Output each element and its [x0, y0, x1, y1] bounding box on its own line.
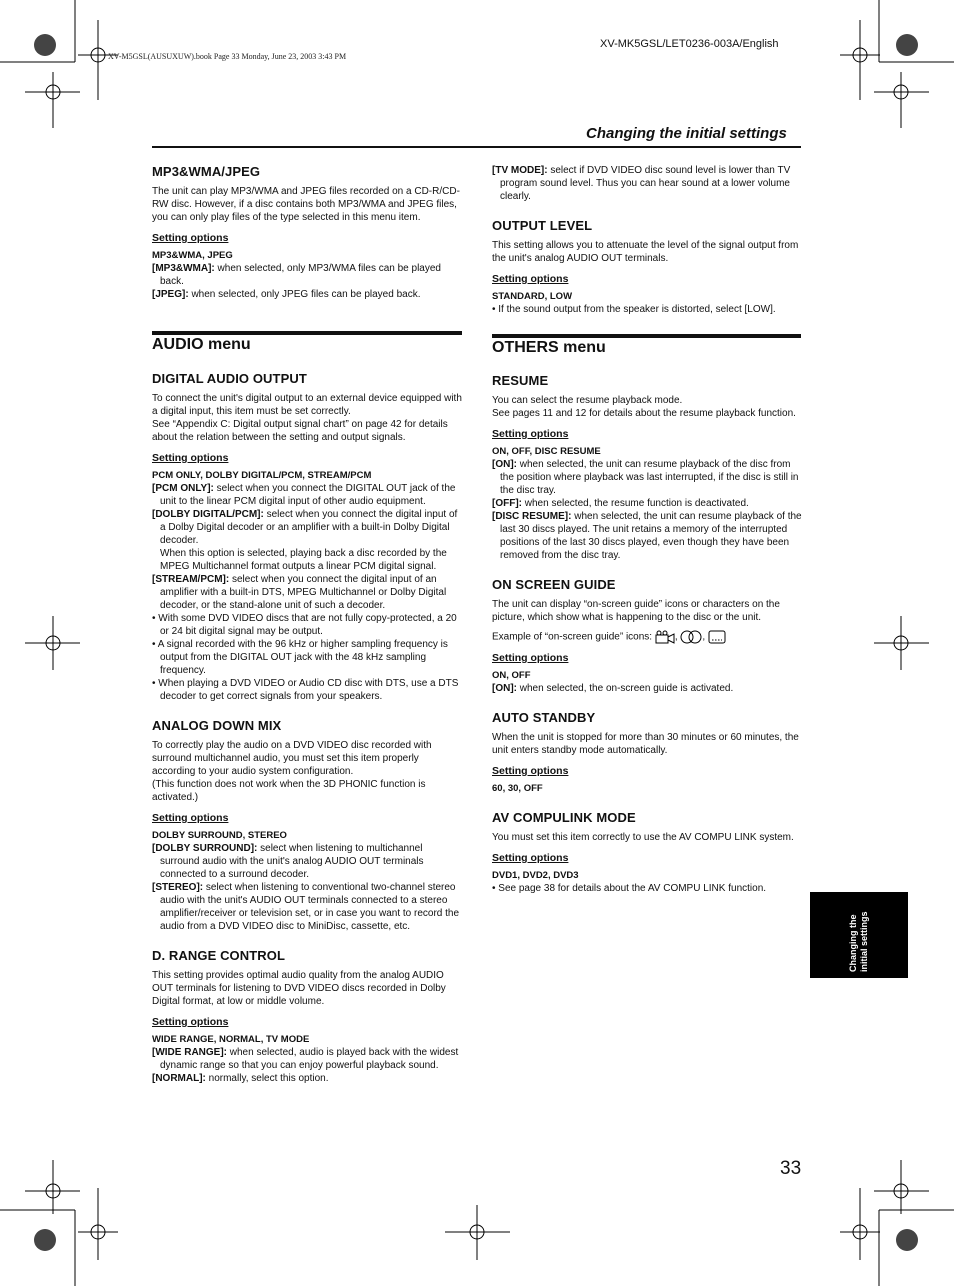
bullet-item: • When playing a DVD VIDEO or Audio CD disc with DTS, use a DTS decoder to get correct signals from your speakers.: [152, 678, 459, 702]
right-column: [492, 164, 802, 316]
bullet-item: • If the sound output from the speaker is distorted, select [LOW].: [492, 304, 776, 315]
option-item: [DISC RESUME]: when selected, the unit can resume playback of the last 30 discs played. The unit retains a memory of the interrupted positions of the last 30 discs played, even though they have been removed from the disc tray.: [492, 511, 802, 561]
mp3-setting-options: Setting options: [152, 232, 229, 244]
page-number: 33: [780, 1158, 802, 1179]
audio-menu-rule: [152, 331, 462, 335]
others-menu-title: OTHERS menu: [492, 339, 606, 356]
bullet-item: • See page 38 for details about the AV COMPU LINK function.: [492, 883, 767, 894]
resume-heading: RESUME: [492, 373, 549, 388]
downmix-body-2: (This function does not work when the 3D PHONIC function is activated.): [152, 779, 426, 803]
osg-example: Example of “on-screen guide” icons: , ,: [492, 630, 802, 644]
output-level-options: STANDARD, LOW: [492, 291, 573, 302]
option-item-note: When this option is selected, playing back a disc recorded by the MPEG Multichannel format outputs a linear PCM digital signal.: [160, 548, 447, 572]
drange-options: WIDE RANGE, NORMAL, TV MODE: [152, 1034, 310, 1045]
option-item: [ON]: when selected, the on-screen guide is activated.: [492, 683, 734, 694]
side-tab-line: initial settings: [859, 911, 869, 972]
analog-down-mix-heading: ANALOG DOWN MIX: [152, 718, 282, 733]
av-compulink-mode-heading: AV COMPULINK MODE: [492, 810, 636, 825]
option-item: [JPEG]: when selected, only JPEG files can be played back.: [152, 289, 421, 300]
option-item: [STREAM/PCM]: select when you connect the digital input of an amplifier with a built-in DTS, MPEG Multichannel or Dolby Digital decoder, or the stand-alone unit of such a decoder.: [152, 574, 447, 611]
title-rule: [152, 146, 801, 148]
resume-options: ON, OFF, DISC RESUME: [492, 446, 601, 457]
mp3-body: The unit can play MP3/WMA and JPEG files recorded on a CD-R/CD-RW disc. However, if a disc contains both MP3/WMA and JPEG files, you can only play files of the type selected in this menu item.: [152, 186, 460, 223]
section-side-tab: [810, 892, 908, 978]
option-item: [WIDE RANGE]: when selected, audio is played back with the widest dynamic range so that you can enjoy powerful playback sound.: [152, 1047, 459, 1071]
option-item: [NORMAL]: normally, select this option.: [152, 1073, 329, 1084]
resume-setting-options: Setting options: [492, 428, 569, 440]
option-item: [PCM ONLY]: select when you connect the DIGITAL OUT jack of the unit to the linear PCM digital input of other audio equipment.: [152, 483, 456, 507]
option-item: [DOLBY DIGITAL/PCM]: select when you connect the digital input of a Dolby Digital decoder or an amplifier with a built-in Dolby Digital decoder.: [152, 509, 458, 546]
on-screen-guide-heading: ON SCREEN GUIDE: [492, 577, 616, 592]
left-column-audio: [152, 371, 462, 1085]
osg-options: ON, OFF: [492, 670, 531, 681]
drange-setting-options: Setting options: [152, 1016, 229, 1028]
mp3-options: MP3&WMA, JPEG: [152, 250, 233, 261]
digital-audio-output-heading: DIGITAL AUDIO OUTPUT: [152, 371, 307, 386]
compulink-setting-options: Setting options: [492, 852, 569, 864]
d-range-control-heading: D. RANGE CONTROL: [152, 948, 286, 963]
others-menu-rule: [492, 334, 801, 338]
output-level-heading: OUTPUT LEVEL: [492, 218, 593, 233]
subtitle-icon: [708, 630, 726, 644]
osg-setting-options: Setting options: [492, 652, 569, 664]
page-title: Changing the initial settings: [586, 125, 787, 142]
standby-setting-options: Setting options: [492, 765, 569, 777]
downmix-body: To correctly play the audio on a DVD VIDEO disc recorded with surround multichannel audio, you must set this item properly according to your audio system configuration.: [152, 740, 432, 777]
side-tab-line: Changing the: [848, 914, 858, 972]
downmix-setting-options: Setting options: [152, 812, 229, 824]
output-level-body: This setting allows you to attenuate the level of the signal output from the unit's analog AUDIO OUT terminals.: [492, 240, 799, 264]
standby-options: 60, 30, OFF: [492, 783, 543, 794]
right-column-others: [492, 373, 802, 895]
bullet-item: • A signal recorded with the 96 kHz or higher sampling frequency is output from the DIGITAL OUT jack with the 48 kHz sampling frequency.: [152, 639, 448, 676]
option-item: [MP3&WMA]: when selected, only MP3/WMA files can be played back.: [152, 263, 441, 287]
option-item: [OFF]: when selected, the resume function is deactivated.: [492, 498, 749, 509]
camera-angle-icon: [655, 630, 675, 644]
compulink-options: DVD1, DVD2, DVD3: [492, 870, 579, 881]
option-item: [DOLBY SURROUND]: select when listening to multichannel surround audio with the unit's analog AUDIO OUT terminals connected to a surround decoder.: [152, 843, 424, 880]
downmix-options: DOLBY SURROUND, STEREO: [152, 830, 287, 841]
document-code: XV-MK5GSL/LET0236-003A/English: [600, 38, 779, 50]
option-item: [TV MODE]: select if DVD VIDEO disc sound level is lower than TV program sound level. Thus you can hear sound at a lower volume clearly.: [492, 165, 791, 202]
digital-options: PCM ONLY, DOLBY DIGITAL/PCM, STREAM/PCM: [152, 470, 372, 481]
audio-menu-title: AUDIO menu: [152, 336, 251, 353]
option-item: [STEREO]: select when listening to conventional two-channel stereo audio with the unit's AUDIO OUT terminals connected to a stereo amplifier/receiver or television set, or in case you want to record the audio from a DVD VIDEO disc to MiniDisc, cassette, etc.: [152, 882, 460, 932]
print-info: XV-M5GSL(AUSUXUW).book Page 33 Monday, June 23, 2003 3:43 PM: [108, 52, 347, 61]
mp3-heading: MP3&WMA/JPEG: [152, 164, 261, 179]
output-level-setting-options: Setting options: [492, 273, 569, 285]
digital-body: To connect the unit's digital output to an external device equipped with a digital input, this item must be set correctly.: [152, 393, 462, 417]
digital-body-2: See “Appendix C: Digital output signal chart” on page 42 for details about the relation between the setting and output signals.: [152, 419, 448, 443]
digital-setting-options: Setting options: [152, 452, 229, 464]
auto-standby-heading: AUTO STANDBY: [492, 710, 596, 725]
standby-body: When the unit is stopped for more than 30 minutes or 60 minutes, the unit enters standby mode automatically.: [492, 732, 799, 756]
audio-language-icon: [680, 630, 702, 644]
resume-body: You can select the resume playback mode.: [492, 395, 683, 406]
compulink-body: You must set this item correctly to use the AV COMPU LINK system.: [492, 832, 794, 843]
drange-body: This setting provides optimal audio quality from the analog AUDIO OUT terminals for listening to DVD VIDEO discs recorded in Dolby Digital format, at low or middle volume.: [152, 970, 446, 1007]
option-item: [ON]: when selected, the unit can resume playback of the disc from the position where playback was last interrupted, if the disc is still in the disc tray.: [492, 459, 799, 496]
bullet-item: • With some DVD VIDEO discs that are not fully copy-protected, a 20 or 24 bit digital signal may be output.: [152, 613, 457, 637]
osg-body: The unit can display “on-screen guide” icons or characters on the picture, which show what is happening to the disc or the unit.: [492, 599, 780, 623]
resume-body-2: See pages 11 and 12 for details about the resume playback function.: [492, 408, 796, 419]
left-column: [152, 164, 462, 301]
